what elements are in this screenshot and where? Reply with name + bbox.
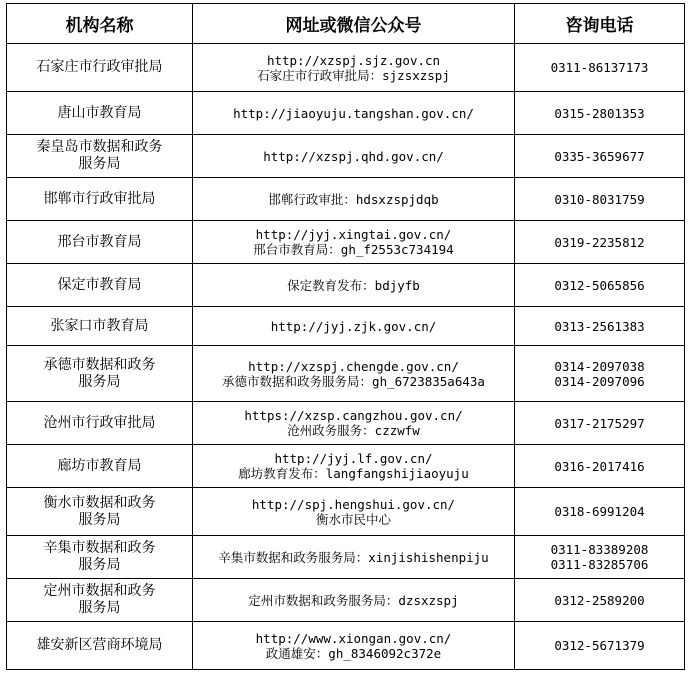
web-cell: [193, 536, 515, 579]
org-cell: [7, 307, 193, 346]
org-cell-line: 廊坊市教育局: [57, 457, 142, 474]
org-cell-line: 张家口市教育局: [50, 317, 149, 334]
web-cell-line[interactable]: 廊坊教育发布：langfangshijiaoyuju: [238, 466, 469, 481]
phone-cell-line: 0311-86137173: [550, 60, 649, 75]
web-cell: [193, 445, 515, 488]
header-web: 网址或微信公众号: [193, 4, 515, 44]
phone-cell: [515, 622, 685, 670]
phone-cell: [515, 402, 685, 445]
org-cell-line: 服务局: [78, 557, 121, 573]
web-cell: [193, 307, 515, 346]
org-cell: [7, 445, 193, 488]
header-phone: 咨询电话: [515, 4, 685, 44]
table-body: [7, 44, 685, 670]
web-cell-line[interactable]: 邢台市教育局：gh_f2553c734194: [253, 242, 454, 257]
phone-cell-line: 0311-83389208: [550, 542, 649, 557]
table-row: [7, 307, 685, 346]
web-cell-line[interactable]: 邯郸行政审批：hdsxzspjdqb: [268, 191, 439, 207]
phone-cell-line: 0315-2801353: [554, 105, 645, 121]
web-cell-line[interactable]: 政通雄安：gh_8346092c372e: [265, 645, 442, 661]
web-cell: [193, 622, 515, 670]
web-cell: [193, 92, 515, 135]
phone-cell-line: 0312-5065856: [554, 277, 645, 293]
org-cell-line: 服务局: [78, 373, 121, 390]
web-cell-line[interactable]: http://xzspj.qhd.gov.cn/: [263, 148, 444, 164]
org-cell-line: 邢台市教育局: [57, 233, 142, 250]
org-cell: [7, 402, 193, 445]
web-cell: [193, 178, 515, 221]
org-cell-line: 秦皇岛市数据和政务: [36, 139, 163, 155]
phone-cell: [515, 221, 685, 264]
web-cell: [193, 346, 515, 402]
web-cell-line[interactable]: http://xzspj.sjz.gov.cn: [266, 52, 441, 68]
org-cell: [7, 178, 193, 221]
phone-cell-line: 0318-6991204: [554, 504, 645, 519]
phone-cell: [515, 488, 685, 536]
org-cell: [7, 92, 193, 135]
org-cell-line: 服务局: [78, 511, 121, 528]
web-cell-line[interactable]: http://jiaoyuju.tangshan.gov.cn/: [233, 105, 474, 121]
web-cell: [193, 264, 515, 307]
table-row: [7, 488, 685, 536]
web-cell: [193, 402, 515, 445]
web-cell-line[interactable]: 辛集市数据和政务服务局：xinjishishenpiju: [218, 549, 489, 565]
org-cell: [7, 622, 193, 670]
org-cell: [7, 135, 193, 178]
phone-cell: [515, 44, 685, 92]
org-cell-line: 服务局: [78, 600, 121, 616]
org-cell: [7, 264, 193, 307]
table-row: [7, 622, 685, 670]
org-cell-line: 衡水市数据和政务: [43, 494, 156, 511]
phone-cell: [515, 445, 685, 488]
web-cell-line[interactable]: http://jyj.xingtai.gov.cn/: [255, 227, 452, 242]
org-cell: [7, 346, 193, 402]
phone-cell-line: 0310-8031759: [554, 191, 645, 207]
phone-cell-line: 0312-2589200: [554, 592, 645, 608]
org-cell-line: 石家庄市行政审批局: [36, 59, 163, 75]
web-cell: [193, 488, 515, 536]
header-org: 机构名称: [7, 4, 193, 44]
web-cell-line[interactable]: http://jyj.zjk.gov.cn/: [270, 318, 437, 334]
web-cell-line[interactable]: 定州市数据和政务服务局：dzsxzspj: [248, 592, 459, 608]
header-row: [7, 4, 685, 44]
phone-cell: [515, 264, 685, 307]
web-cell-line[interactable]: http://xzspj.chengde.gov.cn/: [248, 358, 459, 374]
table-row: [7, 445, 685, 488]
org-cell-line: 雄安新区营商环境局: [36, 637, 163, 653]
table-row: [7, 178, 685, 221]
table-row: [7, 402, 685, 445]
org-cell: [7, 579, 193, 622]
phone-cell-line: 0311-83285706: [550, 557, 649, 572]
org-cell-line: 保定市教育局: [57, 276, 142, 293]
phone-cell-line: 0316-2017416: [554, 458, 645, 474]
web-cell-line[interactable]: http://www.xiongan.gov.cn/: [255, 630, 452, 646]
table-row: [7, 346, 685, 402]
web-cell: [193, 221, 515, 264]
org-cell-line: 辛集市数据和政务: [43, 540, 156, 556]
table-row: [7, 92, 685, 135]
web-cell-line[interactable]: 石家庄市行政审批局：sjzsxzspj: [257, 67, 450, 83]
contact-table: [6, 3, 685, 670]
table-row: [7, 264, 685, 307]
phone-cell-line: 0314-2097038: [554, 358, 645, 374]
table-row: [7, 579, 685, 622]
table-row: [7, 44, 685, 92]
phone-cell-line: 0319-2235812: [554, 234, 645, 250]
web-cell: [193, 135, 515, 178]
phone-cell-line: 0317-2175297: [554, 415, 645, 431]
org-cell-line: 邯郸市行政审批局: [43, 190, 156, 207]
phone-cell: [515, 579, 685, 622]
phone-cell-line: 0313-2561383: [554, 318, 645, 334]
table-row: [7, 135, 685, 178]
web-cell-line[interactable]: http://jyj.lf.gov.cn/: [274, 451, 433, 466]
web-cell: [193, 44, 515, 92]
phone-cell-line: 0314-2097096: [554, 373, 645, 389]
org-cell-line: 沧州市行政审批局: [43, 414, 156, 431]
org-cell-line: 唐山市教育局: [57, 104, 142, 121]
table-row: [7, 536, 685, 579]
table-row: [7, 221, 685, 264]
web-cell-line[interactable]: 衡水市民中心: [315, 511, 391, 527]
phone-cell: [515, 92, 685, 135]
org-cell: [7, 488, 193, 536]
org-cell-line: 定州市数据和政务: [43, 583, 156, 599]
web-cell-line[interactable]: http://spj.hengshui.gov.cn/: [251, 496, 456, 512]
web-cell-line[interactable]: https://xzsp.cangzhou.gov.cn/: [244, 408, 463, 423]
org-cell-line: 服务局: [78, 156, 121, 172]
phone-cell: [515, 307, 685, 346]
org-cell-line: 承德市数据和政务: [43, 356, 156, 373]
web-cell-line[interactable]: 保定教育发布：bdjyfb: [287, 277, 420, 293]
org-cell: [7, 536, 193, 579]
web-cell-line[interactable]: 沧州政务服务：czzwfw: [287, 423, 420, 438]
org-cell: [7, 44, 193, 92]
phone-cell: [515, 346, 685, 402]
web-cell: [193, 579, 515, 622]
phone-cell-line: 0312-5671379: [554, 638, 645, 653]
org-cell: [7, 221, 193, 264]
phone-cell-line: 0335-3659677: [554, 148, 645, 164]
phone-cell: [515, 178, 685, 221]
phone-cell: [515, 135, 685, 178]
phone-cell: [515, 536, 685, 579]
web-cell-line[interactable]: 承德市数据和政务服务局：gh_6723835a643a: [222, 373, 485, 389]
